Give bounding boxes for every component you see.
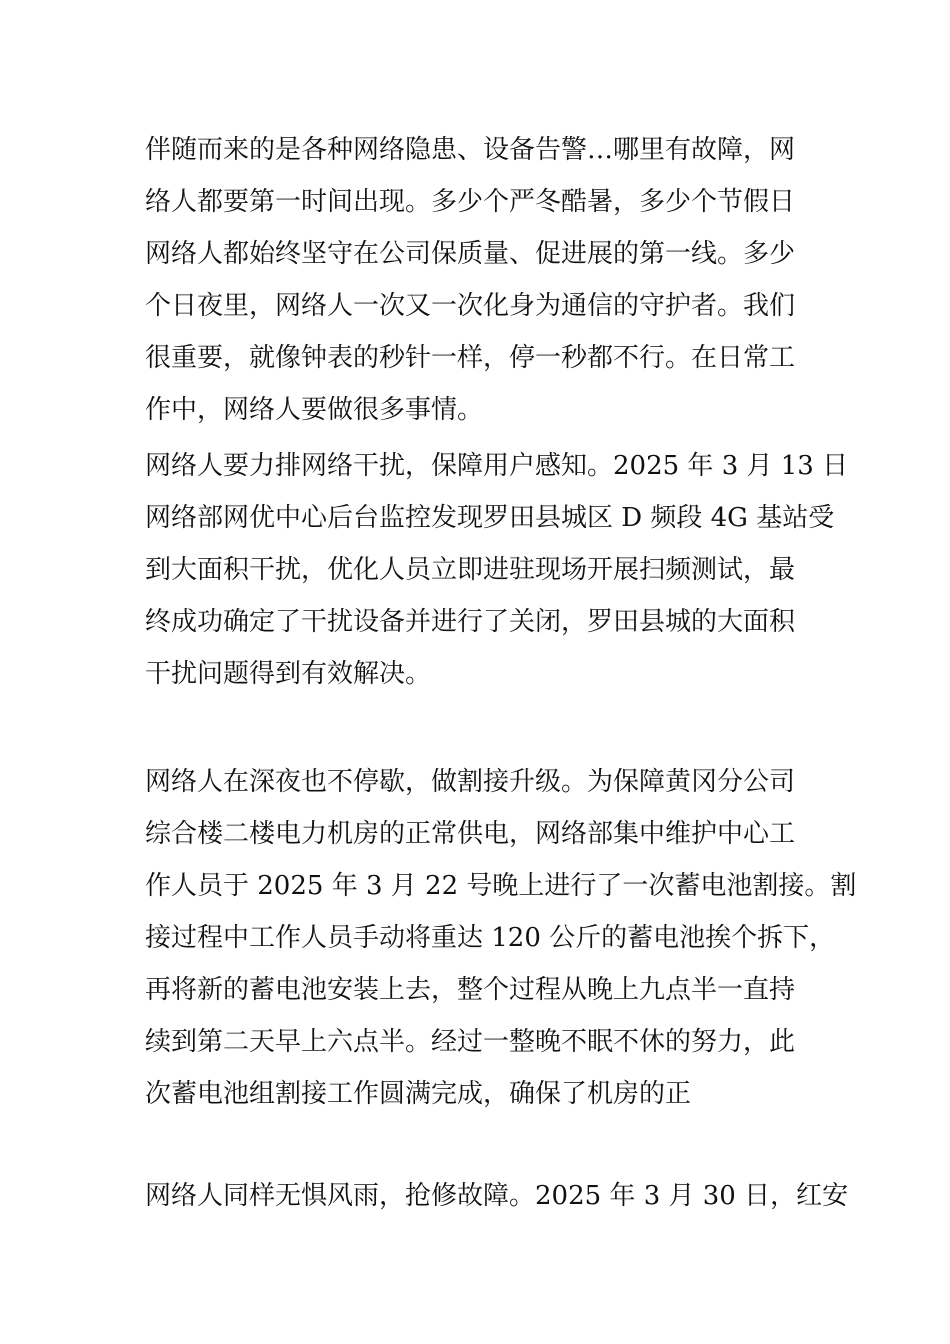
text-line: 网络人在深夜也不停歇，做割接升级。为保障黄冈分公司	[145, 767, 796, 797]
text-line: 网络部网优中心后台监控发现罗田县城区 D 频段 4G 基站受	[145, 503, 835, 533]
text-line: 个日夜里，网络人一次又一次化身为通信的守护者。我们	[145, 291, 796, 321]
text-line: 综合楼二楼电力机房的正常供电，网络部集中维护中心工	[145, 819, 796, 849]
text-line: 网络人要力排网络干扰，保障用户感知。2025 年 3 月 13 日	[145, 451, 849, 481]
text-line: 伴随而来的是各种网络隐患、设备告警…哪里有故障，网	[145, 135, 796, 165]
text-line: 作中，网络人要做很多事情。	[145, 395, 484, 425]
text-line: 续到第二天早上六点半。经过一整晚不眠不休的努力，此	[145, 1027, 796, 1057]
text-line: 到大面积干扰，优化人员立即进驻现场开展扫频测试，最	[145, 555, 796, 585]
paragraph-2	[145, 440, 849, 700]
text-line: 作人员于 2025 年 3 月 22 号晚上进行了一次蓄电池割接。割	[145, 871, 857, 901]
text-line: 络人都要第一时间出现。多少个严冬酷暑，多少个节假日	[145, 187, 796, 217]
text-line: 网络人同样无惧风雨，抢修故障。2025 年 3 月 30 日，红安	[145, 1181, 849, 1211]
paragraph-1	[145, 124, 810, 436]
text-line: 终成功确定了干扰设备并进行了关闭，罗田县城的大面积	[145, 607, 796, 637]
paragraph-4	[145, 1170, 849, 1222]
text-line: 很重要，就像钟表的秒针一样，停一秒都不行。在日常工	[145, 343, 796, 373]
text-line: 再将新的蓄电池安装上去，整个过程从晚上九点半一直持	[145, 975, 796, 1005]
paragraph-3	[145, 756, 857, 1120]
text-line: 次蓄电池组割接工作圆满完成，确保了机房的正	[145, 1079, 692, 1109]
text-line: 干扰问题得到有效解决。	[145, 659, 432, 689]
text-line: 网络人都始终坚守在公司保质量、促进展的第一线。多少	[145, 239, 796, 269]
text-line: 接过程中工作人员手动将重达 120 公斤的蓄电池挨个拆下，	[145, 923, 836, 953]
